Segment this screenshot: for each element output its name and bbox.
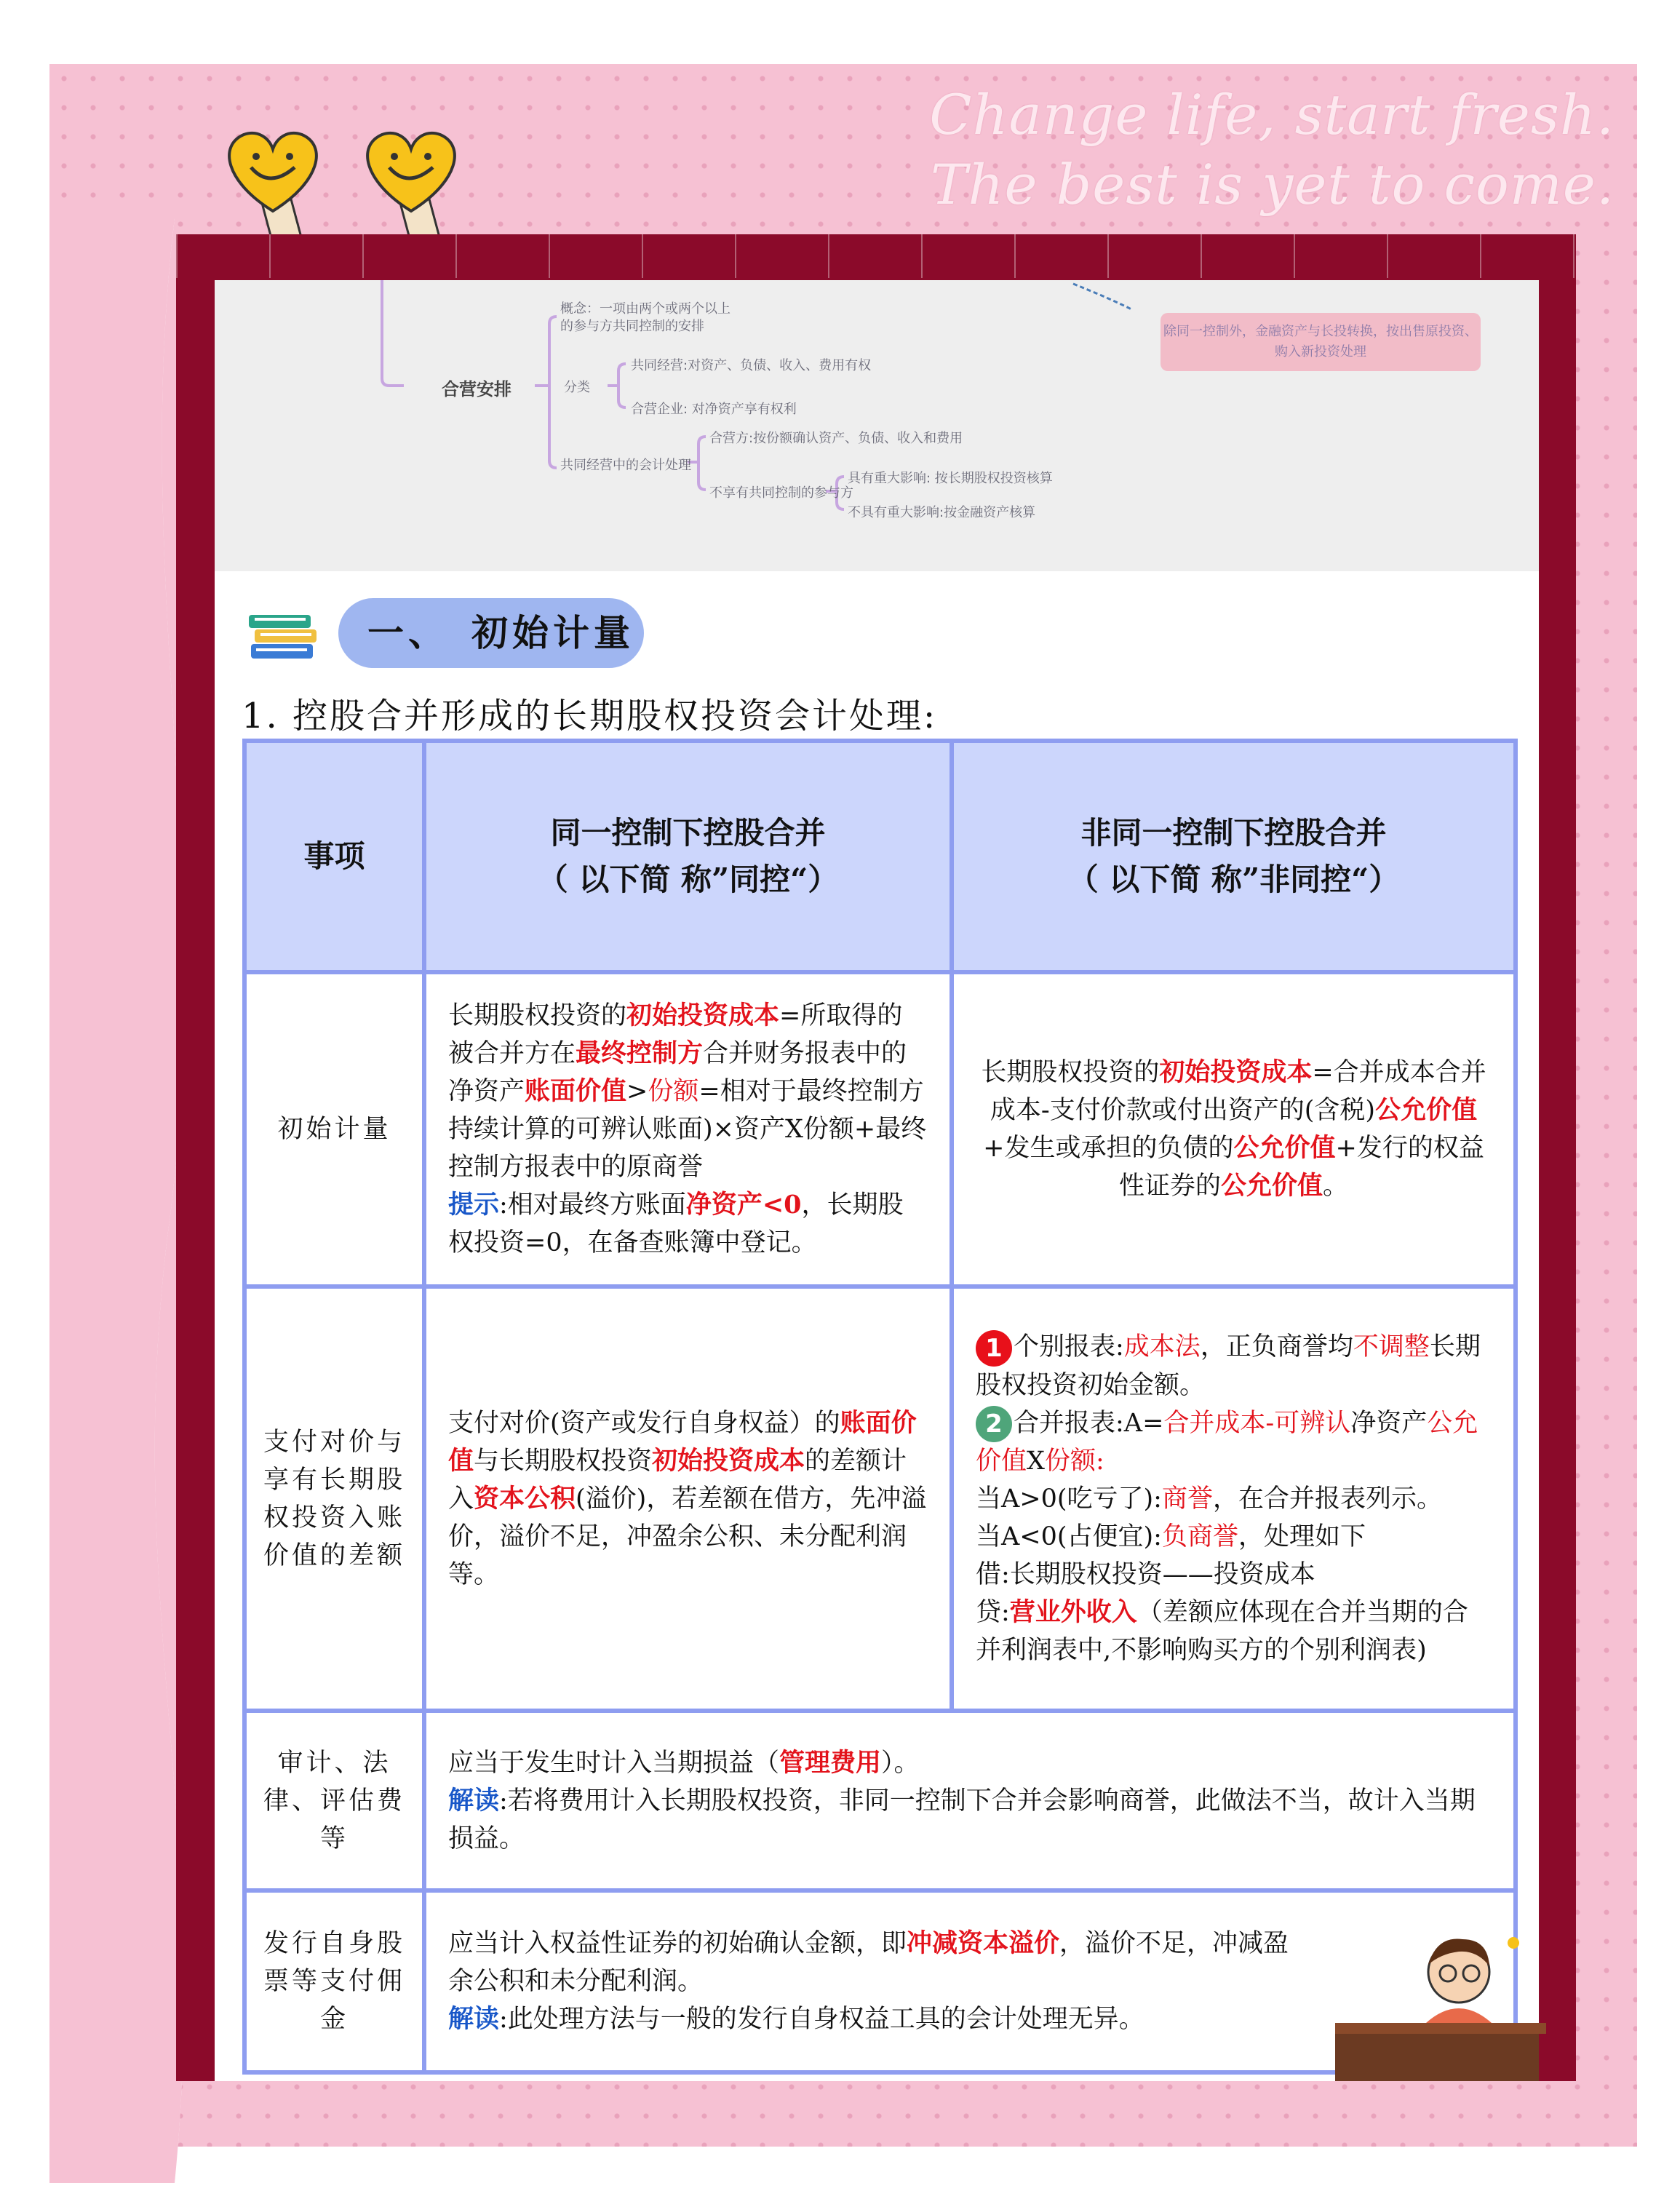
highlighted-term: 负商誉 — [1161, 1522, 1238, 1551]
column-header-line: （ 以下简 称”同控“） — [537, 862, 839, 897]
row-item-label: 发行自身股票等支付佣金 — [244, 1890, 424, 2072]
text-segment: 当A>0(吃亏了): — [976, 1484, 1162, 1514]
text-segment: ，正负商誉均 — [1200, 1332, 1353, 1361]
mind-map-class-item: 共同经营:对资产、负债、收入、费用有权 — [631, 358, 872, 373]
table-cell — [952, 972, 1516, 1287]
text-segment: :此处理方法与一般的发行自身权益工具的会计处理无异。 — [499, 2005, 1144, 2034]
table-cell — [424, 1287, 952, 1711]
highlighted-term: 不调整 — [1353, 1332, 1430, 1361]
cell-paragraph — [448, 1782, 1492, 1858]
text-segment: :相对最终方账面 — [499, 1190, 686, 1220]
cell-paragraph — [976, 1480, 1492, 1518]
table-caption: 1. 控股合并形成的长期股权投资会计处理: — [242, 696, 938, 736]
highlighted-term: 份额: — [1044, 1447, 1104, 1476]
step-number-badge: 1 — [976, 1330, 1012, 1367]
highlighted-term: 公允价值 — [1220, 1171, 1323, 1201]
text-segment: 支付对价(资产或发行自身权益）的 — [448, 1408, 840, 1438]
hint-label: 解读 — [448, 2004, 500, 2034]
text-segment: :若将费用计入长期股权投资，非同一控制下合并会影响商誉，此做法不当，故计入当期损益。 — [448, 1786, 1476, 1853]
cell-paragraph — [448, 2000, 1295, 2038]
column-header-line: （ 以下简 称”非同控“） — [1067, 862, 1400, 897]
column-header — [952, 741, 1516, 972]
text-segment: ）。 — [881, 1748, 920, 1778]
highlighted-term: 管理费用 — [779, 1747, 882, 1778]
cell-paragraph — [976, 1404, 1492, 1481]
row-item-label: 审计、法律、评估费等 — [244, 1711, 424, 1890]
highlighted-term: 份额 — [648, 1077, 699, 1106]
cell-paragraph — [976, 1556, 1492, 1594]
text-segment: +发行的权益性证券的 — [1118, 1134, 1484, 1201]
text-segment: ，在合并报表列示。 — [1213, 1484, 1443, 1514]
mind-map-sub-item: 不具有重大影响:按金融资产核算 — [848, 505, 1036, 520]
cell-paragraph — [448, 1186, 928, 1262]
slogan-line-2: The best is yet to come. — [930, 152, 1615, 217]
text-segment: X — [1027, 1447, 1045, 1476]
highlighted-term: 账面价值 — [448, 1407, 917, 1476]
column-header — [244, 741, 424, 972]
slogan-line-1: Change life, start fresh. — [929, 82, 1615, 147]
text-segment: (溢价)，若差额在借方，先冲溢价，溢价不足，冲盈余公积、未分配利润等。 — [448, 1484, 927, 1589]
text-segment: > — [626, 1077, 648, 1106]
highlighted-term: 初始投资成本 — [652, 1445, 805, 1476]
highlighted-term: 初始投资成本 — [1159, 1057, 1313, 1087]
text-segment: 贷: — [976, 1598, 1010, 1627]
text-segment: =合并成本合并成本-支付价款或付出资产的(含税) — [990, 1058, 1486, 1125]
highlighted-term: 最终控制方 — [576, 1038, 704, 1068]
mind-map-classification: 分类 — [564, 380, 590, 395]
mind-map-sub-item: 具有重大影响: 按长期股权投资核算 — [848, 471, 1053, 486]
highlighted-term: 公允价值 — [1375, 1095, 1478, 1125]
text-segment: 应当于发生时计入当期损益（ — [448, 1748, 780, 1778]
cell-paragraph — [448, 1925, 1295, 2000]
column-header-line: 非同一控制下控股合并 — [1080, 815, 1387, 851]
column-header-line: 事项 — [303, 838, 365, 874]
mind-map-root: 合营安排 — [442, 379, 511, 399]
cell-paragraph — [448, 997, 928, 1186]
mind-map-class-item: 合营企业: 对净资产享有权利 — [631, 402, 797, 417]
text-segment: ，溢价不足，冲减盈余公积和未分配利润。 — [448, 1929, 1289, 1996]
highlighted-term: 公允价值 — [1233, 1133, 1336, 1163]
mind-map-concept: 概念：一项由两个或两个以上的参与方共同控制的安排 — [560, 301, 730, 334]
highlighted-term: 公允价值 — [976, 1408, 1478, 1476]
table-row — [244, 1287, 1516, 1711]
text-segment: 合并财务报表中的净资产 — [448, 1039, 907, 1106]
smiley-heart-icon — [211, 116, 335, 240]
text-segment: 。 — [1323, 1172, 1349, 1201]
cell-paragraph — [448, 1744, 1492, 1782]
books-icon — [247, 608, 320, 662]
highlighted-term: 净资产<0 — [685, 1190, 802, 1220]
table-cell — [424, 1711, 1516, 1890]
highlighted-term: 合并成本-可辨认 — [1163, 1408, 1351, 1438]
table-row — [244, 1711, 1516, 1890]
cell-paragraph — [976, 1328, 1492, 1404]
table-cell — [952, 1287, 1516, 1711]
highlighted-term: 资本公积 — [474, 1483, 576, 1514]
cell-paragraph — [976, 1518, 1492, 1556]
text-segment: 合并报表:A= — [1014, 1408, 1164, 1438]
column-header-line: 同一控制下控股合并 — [550, 815, 826, 851]
highlighted-term: 初始投资成本 — [626, 1001, 780, 1030]
highlighted-term: 成本法 — [1123, 1332, 1201, 1361]
smiley-heart-icon — [349, 116, 473, 240]
column-header — [424, 741, 952, 972]
cell-paragraph — [448, 1404, 928, 1594]
text-segment: 长期股权投资初始金额。 — [976, 1332, 1481, 1400]
text-segment: （差额应体现在合并当期的合并利润表中,不影响购买方的个别利润表) — [976, 1598, 1468, 1665]
cell-paragraph — [976, 1594, 1492, 1669]
mind-map-note: 除同一控制外，金融资产与长投转换，按出售原投资、购入新投资处理 — [1161, 313, 1481, 371]
highlighted-term: 账面价值 — [525, 1076, 627, 1106]
slogan — [929, 80, 1615, 220]
text-segment: 当A<0(占便宜): — [976, 1522, 1162, 1551]
text-segment: 借:长期股权投资——投资成本 — [976, 1560, 1315, 1589]
text-segment: 长期股权投资的 — [448, 1001, 627, 1030]
hint-label: 解读 — [448, 1785, 500, 1816]
table-row — [244, 972, 1516, 1287]
frame-grid — [176, 234, 1576, 278]
highlighted-term: 营业外收入 — [1009, 1597, 1137, 1627]
text-segment: 的差额计入 — [448, 1446, 907, 1514]
step-number-badge: 2 — [976, 1406, 1012, 1442]
student-cartoon-icon — [1335, 1921, 1546, 2081]
text-segment: =相对于最终控制方持续计算的可辨认账面)×资产X份额+最终控制方报表中的原商誉 — [448, 1077, 927, 1182]
text-segment: ，长期股权投资=0，在备查账簿中登记。 — [448, 1190, 904, 1257]
section-heading: 一、 初始计量 — [338, 598, 644, 668]
cell-paragraph — [976, 1054, 1492, 1205]
mind-map-acc-item: 合营方:按份额确认资产、负债、收入和费用 — [709, 431, 963, 446]
highlighted-term: 商誉 — [1161, 1484, 1213, 1514]
row-item-label: 初始计量 — [244, 972, 424, 1287]
text-segment: 应当计入权益性证券的初始确认金额，即 — [448, 1929, 907, 1958]
table-row — [244, 1890, 1516, 2072]
mind-map-image — [215, 280, 1539, 571]
table-cell — [424, 972, 952, 1287]
mind-map-acc-item: 不享有共同控制的参与方 — [709, 485, 853, 501]
accounting-table — [242, 739, 1518, 2075]
text-segment: 净资产 — [1350, 1408, 1428, 1438]
text-segment: 个别报表: — [1014, 1332, 1124, 1361]
hint-label: 提示 — [448, 1190, 500, 1220]
text-segment: 与长期股权投资 — [474, 1446, 653, 1476]
table-header-row — [244, 741, 1516, 972]
highlighted-term: 冲减资本溢价 — [907, 1928, 1060, 1958]
mind-map-accounting: 共同经营中的会计处理 — [560, 458, 691, 473]
row-item-label: 支付对价与享有长期股权投资入账价值的差额 — [244, 1287, 424, 1711]
text-segment: =所取得的被合并方在 — [448, 1001, 903, 1068]
text-segment: 长期股权投资的 — [981, 1058, 1160, 1087]
text-segment: ，处理如下 — [1238, 1522, 1366, 1551]
text-segment: +发生或承担的负债的 — [983, 1134, 1234, 1163]
